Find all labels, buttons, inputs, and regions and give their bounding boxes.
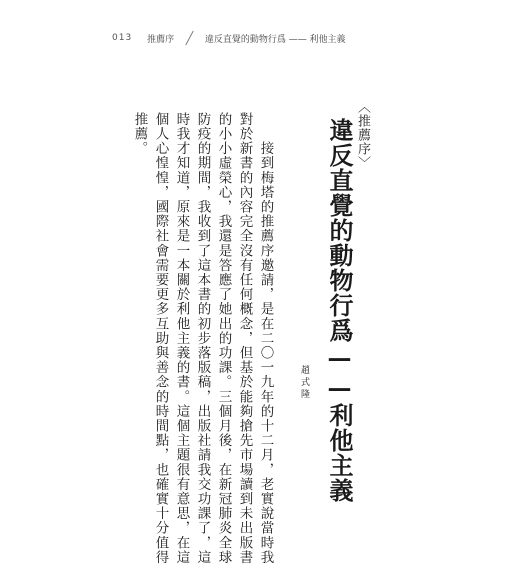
body-line: 個人心惶惶，國際社會需要更多互助與善念的時間點，也確實十分值得 xyxy=(152,112,169,565)
body-line: 推薦。 xyxy=(131,112,148,156)
article-label: 〈推薦序〉 xyxy=(355,100,370,170)
header-section: 推薦序 xyxy=(147,34,175,45)
page-number: 013 xyxy=(112,33,133,43)
header-divider xyxy=(185,31,193,46)
author-name: 趙式隆 xyxy=(299,365,309,401)
running-header xyxy=(112,30,346,46)
body-line: 接到梅塔的推薦序邀請，是在二〇一九年的十二月，老實說當時我 xyxy=(257,112,274,565)
header-chapter: 違反直覺的動物行爲 —— 利他主義 xyxy=(204,34,346,45)
body-line: 的小小虛榮心，我還是答應了她出的功課。三個月後，在新冠肺炎全球 xyxy=(215,112,232,565)
article-title: 違反直覺的動物行爲——利他主義 xyxy=(325,118,354,503)
body-line: 對於新書的內容完全沒有任何概念，但基於能夠搶先市場讀到未出版書 xyxy=(236,112,253,565)
body-line: 時我才知道，原來是一本關於利他主義的書。這個主題很有意思，在這 xyxy=(173,112,190,565)
body-line: 防疫的期間，我收到了這本書的初步落版稿，出版社請我交功課了，這 xyxy=(194,112,211,565)
